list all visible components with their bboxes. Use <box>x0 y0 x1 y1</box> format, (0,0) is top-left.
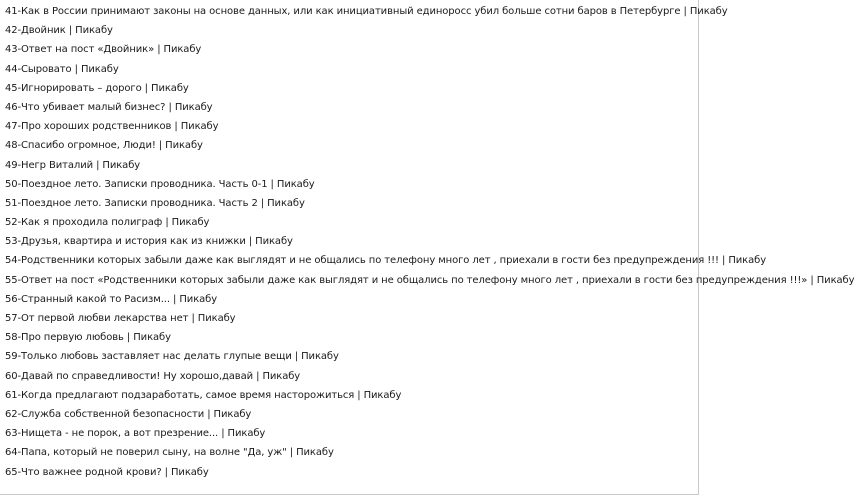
list-item: 48-Спасибо огромное, Люди! | Пикабу <box>5 140 203 152</box>
list-item: 52-Как я проходила полиграф | Пикабу <box>5 217 210 229</box>
list-item: 60-Давай по справедливости! Ну хорошо,давай | Пикабу <box>5 370 301 382</box>
list-item: 63-Нищета - не порок, а вот презрение... | Пикабу <box>5 428 266 440</box>
list-item: 59-Только любовь заставляет нас делать глупые вещи | Пикабу <box>5 351 339 363</box>
list-item: 41-Как в России принимают законы на основе данных, или как инициативный единоросс убил больше сотни баров в Петербурге | Пикабу <box>5 6 728 17</box>
list-item: 45-Игнорировать – дорого | Пикабу <box>5 82 189 94</box>
list-item: 49-Негр Виталий | Пикабу <box>5 159 141 171</box>
list-item: 58-Про первую любовь | Пикабу <box>5 332 171 344</box>
list-item: 57-От первой любви лекарства нет | Пикабу <box>5 313 236 324</box>
list-item: 55-Ответ на пост «Родственники которых забыли даже как выглядят и не общались по телефону много лет , приехали в гости без предупреждения !!!» | Пикабу <box>5 274 854 286</box>
list-item: 47-Про хороших родственников | Пикабу <box>5 121 219 133</box>
list-item: 62-Служба собственной безопасности | Пикабу <box>5 408 252 420</box>
list-item: 46-Что убивает малый бизнес? | Пикабу <box>5 101 213 113</box>
list-item: 42-Двойник | Пикабу <box>5 25 113 37</box>
list-item: 51-Поездное лето. Записки проводника. Часть 2 | Пикабу <box>5 197 305 209</box>
list-item: 56-Странный какой то Расизм... | Пикабу <box>5 293 218 305</box>
list-item: 44-Сыровато | Пикабу <box>5 63 119 75</box>
list-item: 53-Друзья, квартира и история как из книжки | Пикабу <box>5 236 293 248</box>
list-item: 64-Папа, который не поверил сыну, на волне "Да, уж" | Пикабу <box>5 447 334 459</box>
list-item: 61-Когда предлагают подзаработать, самое время насторожиться | Пикабу <box>5 389 402 401</box>
list-item: 54-Родственники которых забыли даже как выглядят и не общались по телефону много лет , приехали в гости без предупреждения !!! | Пикабу <box>5 255 767 267</box>
list-item: 65-Что важнее родной крови? | Пикабу <box>5 466 209 478</box>
list-item: 43-Ответ на пост «Двойник» | Пикабу <box>5 44 202 56</box>
list-item: 50-Поездное лето. Записки проводника. Часть 0-1 | Пикабу <box>5 178 315 190</box>
